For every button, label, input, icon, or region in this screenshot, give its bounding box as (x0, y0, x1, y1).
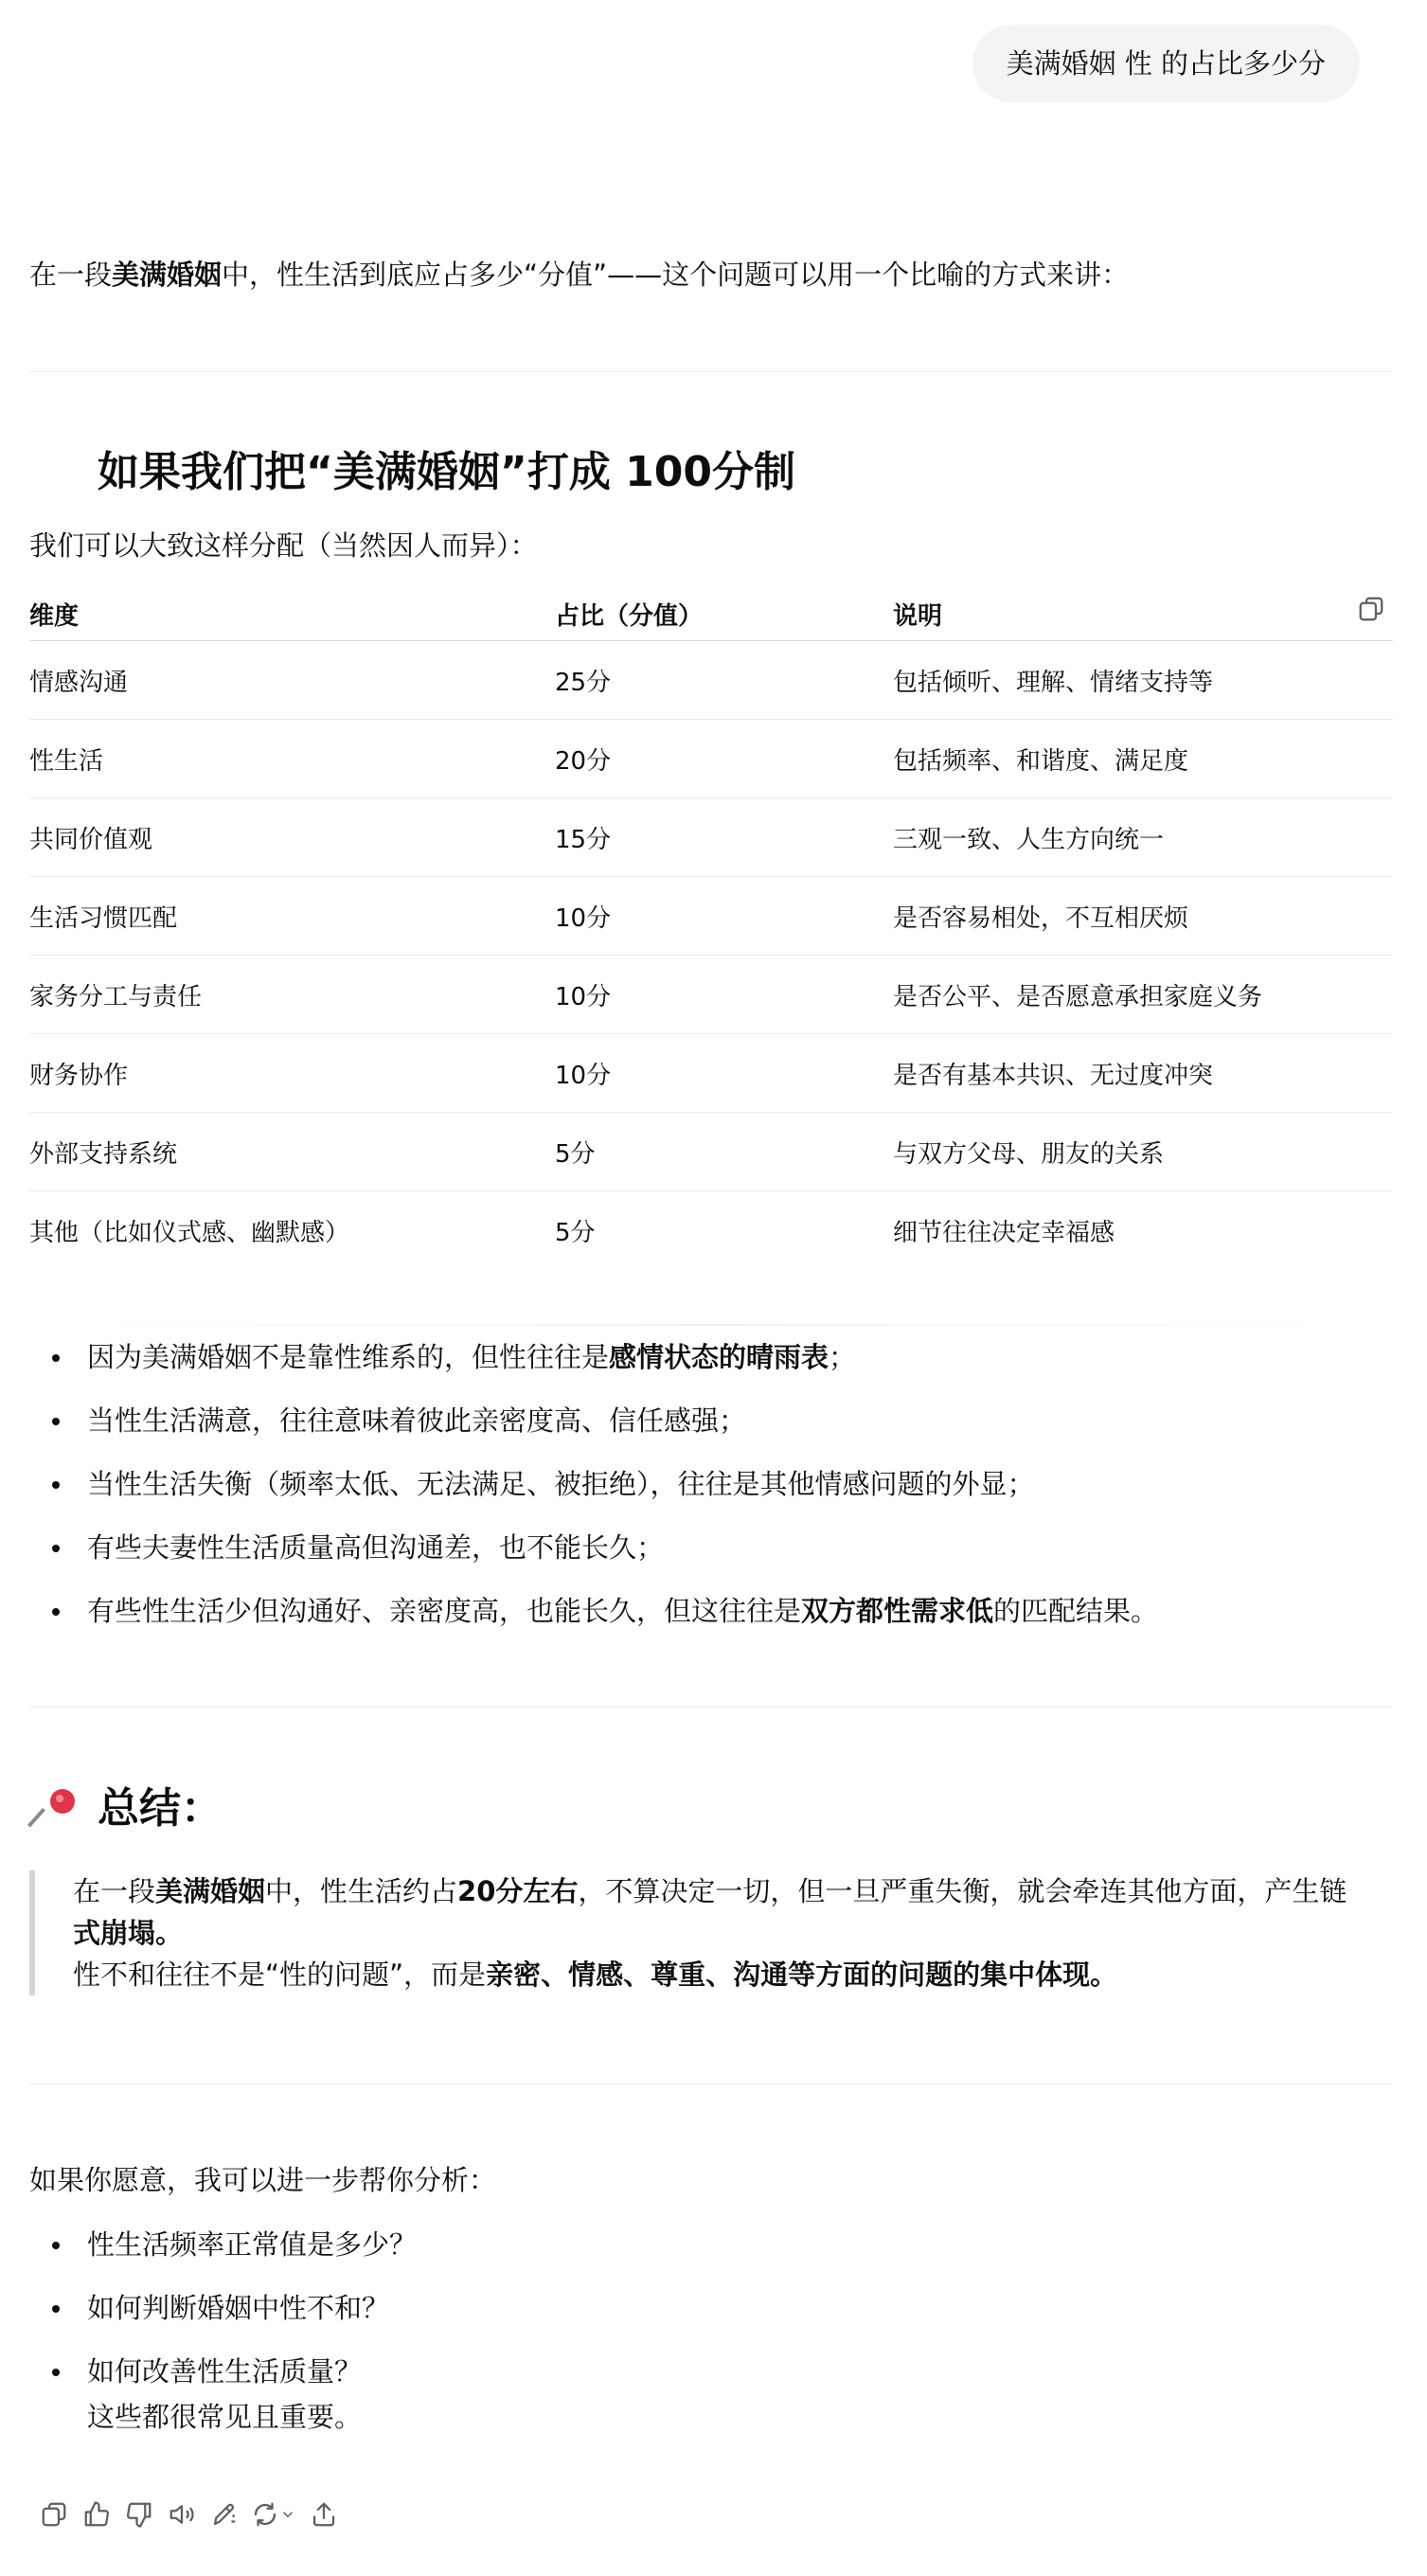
intro-text-2: 中，性生活到底应占多少“分值”——这个问题可以用一个比喻的方式来讲： (222, 259, 1130, 291)
table-cell: 15分 (555, 798, 893, 877)
user-message-text: 美满婚姻 性 的占比多少分 (1006, 47, 1326, 80)
read-aloud-button[interactable] (160, 2493, 203, 2535)
table-cell: 5分 (555, 1113, 893, 1191)
list-item: 如何判断婚姻中性不和？ (29, 2277, 417, 2340)
summary-bold: 20分左右 (457, 1875, 579, 1907)
list-item: 当性生活满意，往往意味着彼此亲密度高、信任感强； (29, 1389, 1158, 1453)
score-table (29, 587, 1393, 1269)
summary-line-1 (73, 1870, 1393, 1912)
summary-heading (29, 1780, 223, 1837)
table-cell: 25分 (555, 641, 893, 720)
section-subtitle: 我们可以大致这样分配（当然因人而异）： (29, 529, 538, 562)
table-cell: 是否容易相处，不互相厌烦 (893, 877, 1393, 956)
table-cell: 性生活 (29, 720, 555, 798)
pushpin-icon (37, 1787, 80, 1831)
summary-line-3 (73, 1954, 1393, 1995)
share-button[interactable] (302, 2493, 345, 2535)
list-item: 有些夫妻性生活质量高但沟通差，也不能长久； (29, 1516, 1158, 1580)
intro-text-1: 在一段 (29, 259, 113, 291)
table-cell: 细节往往决定幸福感 (893, 1218, 1115, 1247)
table-row (29, 1191, 1393, 1270)
list-item-text: 的匹配结果。 (993, 1595, 1159, 1627)
summary-bold: 亲密、情感、尊重、沟通等方面的问题的集中体现。 (486, 1959, 1118, 1991)
thumbs-down-icon (125, 2500, 153, 2529)
table-cell: 是否公平、是否愿意承担家庭义务 (893, 956, 1393, 1034)
message-action-bar (32, 2493, 345, 2535)
speaker-icon (168, 2500, 196, 2529)
table-cell: 生活习惯匹配 (29, 877, 555, 956)
table-row (29, 798, 1393, 877)
followup-intro: 如果你愿意，我可以进一步帮你分析： (29, 2164, 497, 2196)
table-row (29, 1113, 1393, 1191)
table-cell: 20分 (555, 720, 893, 798)
table-cell: 财务协作 (29, 1034, 555, 1113)
table-row (29, 1034, 1393, 1113)
list-item-text: 有些性生活少但沟通好、亲密度高，也能长久，但这往往是 (87, 1595, 802, 1627)
user-message-bubble (972, 25, 1360, 102)
edit-button[interactable] (203, 2493, 245, 2535)
list-item (29, 1326, 1158, 1389)
regenerate-icon (251, 2500, 279, 2529)
table-row (29, 641, 1393, 720)
summary-bold: 美满婚姻 (155, 1875, 266, 1907)
table-cell: 10分 (555, 956, 893, 1034)
summary-text: 中，性生活约占 (265, 1875, 458, 1907)
table-cell: 三观一致、人生方向统一 (893, 798, 1393, 877)
thumbs-down-button[interactable] (117, 2493, 160, 2535)
list-item: 当性生活失衡（频率太低、无法满足、被拒绝），往往是其他情感问题的外显； (29, 1453, 1158, 1516)
intro-bold: 美满婚姻 (112, 259, 223, 291)
list-item-bold: 双方都性需求低 (801, 1595, 994, 1627)
chevron-down-icon (279, 2506, 296, 2523)
table-header: 维度 (29, 587, 555, 641)
table-cell: 包括倾听、理解、情绪支持等 (893, 641, 1393, 720)
table-cell: 10分 (555, 1034, 893, 1113)
table-row (29, 720, 1393, 798)
table-cell: 其他（比如仪式感、幽默感） (29, 1218, 350, 1247)
list-item: 性生活频率正常值是多少？ (29, 2213, 417, 2277)
section-title: 如果我们把“美满婚姻”打成 100分制 (98, 448, 795, 496)
summary-text: ，不算决定一切，但一旦严重失衡，就会牵连其他方面，产生链 (578, 1875, 1347, 1907)
share-icon (310, 2500, 338, 2529)
check-mark-icon (37, 451, 80, 494)
reason-list (29, 1326, 1158, 1643)
list-item-text: 因为美满婚姻不是靠性维系的，但性往往是 (87, 1341, 610, 1373)
table-cell: 5分 (555, 1218, 596, 1247)
table-row (29, 956, 1393, 1034)
intro-paragraph (29, 254, 1129, 295)
summary-blockquote (29, 1870, 1393, 1995)
table-cell: 情感沟通 (29, 641, 555, 720)
summary-title: 总结： (98, 1784, 223, 1833)
table-cell: 是否有基本共识、无过度冲突 (893, 1034, 1393, 1113)
table-header: 说明 (893, 587, 1393, 641)
thumbs-up-button[interactable] (75, 2493, 117, 2535)
copy-icon (40, 2500, 68, 2529)
list-item: 如何改善性生活质量？ (29, 2340, 417, 2404)
section-heading-score (29, 444, 795, 501)
table-cell: 共同价值观 (29, 798, 555, 877)
list-item (29, 1580, 1158, 1643)
summary-line-2: 式崩塌。 (73, 1917, 184, 1949)
table-header-row (29, 587, 1393, 641)
followup-list (29, 2213, 417, 2404)
table-cell: 外部支持系统 (29, 1113, 555, 1191)
copy-button[interactable] (32, 2493, 75, 2535)
followup-closing: 这些都很常见且重要。 (87, 2401, 363, 2433)
list-item-text: ； (829, 1341, 857, 1373)
table-row (29, 877, 1393, 956)
table-header: 占比（分值） (555, 587, 893, 641)
summary-text: 性不和往往不是“性的问题”，而是 (73, 1959, 487, 1991)
table-cell: 与双方父母、朋友的关系 (893, 1113, 1393, 1191)
table-cell: 包括频率、和谐度、满足度 (893, 720, 1393, 798)
divider (29, 371, 1393, 372)
regenerate-button[interactable] (245, 2493, 302, 2535)
table-cell: 10分 (555, 877, 893, 956)
list-item-bold: 感情状态的晴雨表 (609, 1341, 829, 1373)
edit-icon (210, 2500, 239, 2529)
thumbs-up-icon (82, 2500, 111, 2529)
divider (29, 1707, 1393, 1708)
table-cell: 家务分工与责任 (29, 956, 555, 1034)
summary-text: 在一段 (73, 1875, 156, 1907)
